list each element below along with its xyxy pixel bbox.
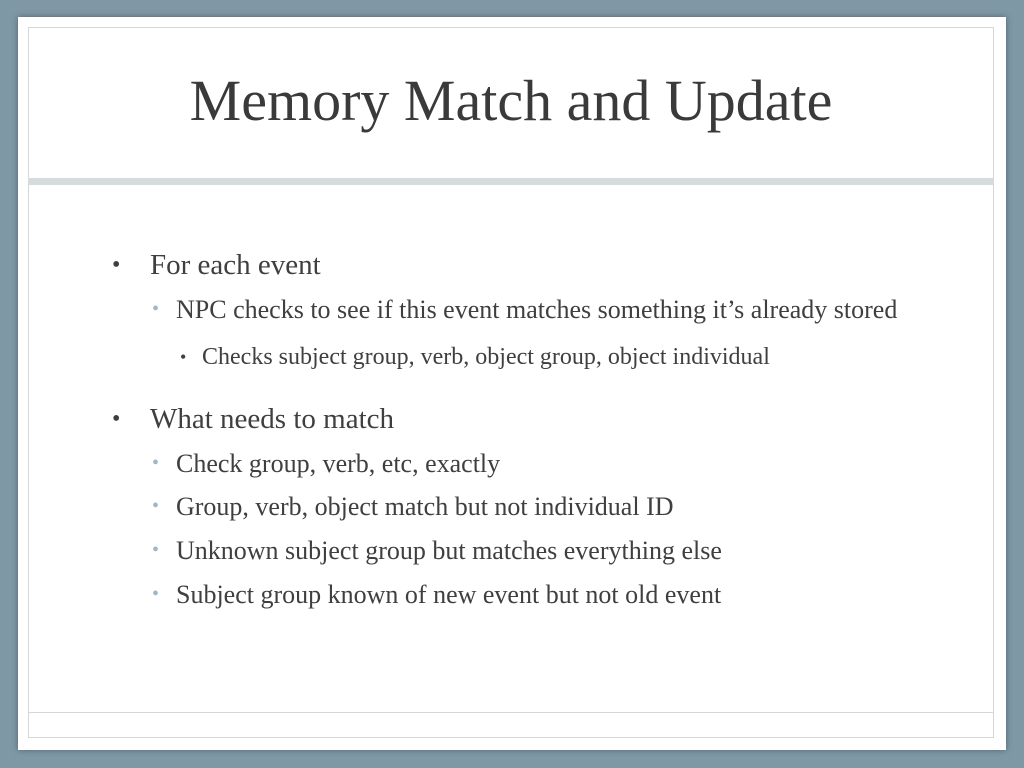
sub-sub-bullet-dot-icon: • [180, 346, 187, 367]
sub-sub-bullet-list [176, 341, 930, 375]
bullet-item [110, 401, 930, 614]
sub-bullet-text: Subject group known of new event but not old event [176, 579, 722, 609]
sub-bullet-item [150, 488, 930, 526]
sub-bullet-list [150, 291, 930, 374]
bullet-text: For each event [150, 249, 321, 281]
slide-content [110, 247, 930, 620]
sub-bullet-text: Group, verb, object match but not individual ID [176, 492, 674, 522]
sub-bullet-item [150, 445, 930, 483]
bullet-text: What needs to match [150, 402, 394, 435]
bullet-list [110, 247, 930, 614]
sub-bullet-text: Unknown subject group but matches everything else [176, 536, 722, 566]
sub-bullet-item [150, 532, 930, 570]
sub-bullet-dot-icon: • [152, 298, 160, 321]
sub-bullet-dot-icon: • [152, 451, 160, 474]
sub-bullet-dot-icon: • [152, 539, 160, 562]
sub-sub-bullet-text: Checks subject group, verb, object group, object individual [202, 343, 770, 370]
slide-title: Memory Match and Update [189, 68, 833, 133]
sub-sub-bullet-item [176, 341, 930, 375]
bullet-item [110, 247, 930, 375]
sub-bullet-list [150, 445, 930, 614]
footer-divider [28, 712, 994, 713]
sub-bullet-text: NPC checks to see if this event matches something it’s already stored [176, 295, 898, 325]
sub-bullet-dot-icon: • [152, 495, 160, 518]
sub-bullet-item [150, 291, 930, 374]
sub-bullet-text: Check group, verb, etc, exactly [176, 448, 501, 478]
sub-bullet-dot-icon: • [152, 582, 160, 605]
slide [18, 17, 1006, 750]
sub-bullet-item [150, 576, 930, 614]
title-divider [28, 178, 994, 185]
bullet-dot-icon: • [112, 405, 121, 432]
bullet-dot-icon: • [112, 252, 121, 278]
